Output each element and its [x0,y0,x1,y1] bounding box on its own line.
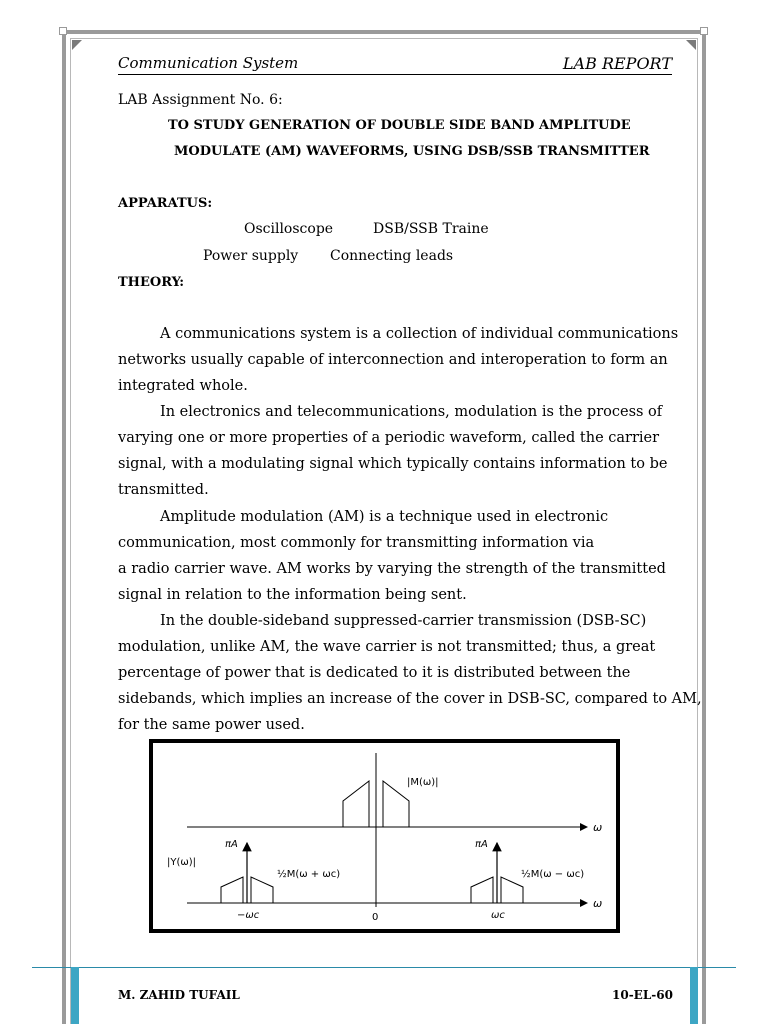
title-line-2: MODULATE (AM) WAVEFORMS, USING DSB/SSB TRANSMITTER [174,144,650,159]
paragraph-line: In electronics and telecommunications, modulation is the process of [160,404,663,420]
paragraph-line: percentage of power that is dedicated to it is distributed between the [118,665,631,681]
footer-bar-left [71,967,79,1024]
paragraph-line: networks usually capable of interconnection and interoperation to form an [118,352,668,368]
dsb-spectrum-figure [149,739,620,933]
label-neg-omega-c: −ωc [237,910,260,921]
m-spectrum-right-half [383,781,409,827]
theory-heading: THEORY: [118,275,185,290]
label-pi-a-right: πA [475,839,488,850]
header-right-title: LAB REPORT [562,54,672,73]
paragraph-line: varying one or more properties of a periodic waveform, called the carrier [118,430,660,446]
paragraph-line: communication, most commonly for transmitting information via [118,535,595,551]
theory-paragraph-2 [118,399,668,503]
corner-square-top-right [700,27,708,35]
paragraph-line: modulation, unlike AM, the wave carrier is not transmitted; thus, a great [118,639,656,655]
paragraph-line: A communications system is a collection of individual communications [160,326,679,342]
paragraph-line: sidebands, which implies an increase of the cover in DSB-SC, compared to AM, [118,691,702,707]
apparatus-item-trainer: DSB/SSB Traine [373,221,489,237]
label-zero: 0 [372,912,379,923]
footer-roll-number: 10-EL-60 [612,988,673,1002]
apparatus-item-leads: Connecting leads [330,248,454,264]
footer-rule [32,967,736,968]
label-half-m-minus: ½M(ω − ωc) [521,869,585,880]
page-header [118,52,672,75]
label-m-omega: |M(ω)| [407,777,439,788]
label-pi-a-left: πA [225,839,238,850]
paragraph-line: a radio carrier wave. AM works by varying the strength of the transmitted [118,561,666,577]
corner-triangle-top-right [686,40,696,50]
paragraph-line: In the double-sideband suppressed-carrier transmission (DSB-SC) [160,613,647,629]
left-upper-sideband [251,877,273,903]
apparatus-heading: APPARATUS: [118,196,213,211]
theory-paragraph-3 [118,504,666,608]
right-lower-sideband [471,877,493,903]
theory-paragraph-4 [118,608,702,738]
paragraph-line: signal, with a modulating signal which typically contains information to be [118,456,668,472]
label-half-m-plus: ½M(ω + ωc) [277,869,341,880]
label-omega-top: ω [593,821,603,834]
left-lower-sideband [221,877,243,903]
apparatus-item-oscilloscope: Oscilloscope [244,221,334,237]
apparatus-item-power-supply: Power supply [203,248,299,264]
header-left-title: Communication System [118,54,299,72]
paragraph-line: integrated whole. [118,378,248,394]
label-omega-bottom: ω [593,897,603,910]
right-upper-sideband [501,877,523,903]
footer-bar-right [690,967,698,1024]
assignment-number: LAB Assignment No. 6: [118,92,283,108]
footer-author: M. ZAHID TUFAIL [118,988,240,1002]
m-spectrum-left-half [343,781,369,827]
paragraph-line: transmitted. [118,482,209,498]
theory-paragraph-1 [118,321,679,399]
paragraph-line: Amplitude modulation (AM) is a technique used in electronic [160,509,609,525]
corner-square-top-left [59,27,67,35]
title-line-1: TO STUDY GENERATION OF DOUBLE SIDE BAND AMPLITUDE [168,118,631,133]
dsb-spectrum-diagram [153,743,616,929]
corner-triangle-top-left [72,40,82,50]
paragraph-line: for the same power used. [118,717,305,733]
label-omega-c: ωc [491,910,505,921]
paragraph-line: signal in relation to the information being sent. [118,587,467,603]
label-y-omega: |Y(ω)| [167,857,197,868]
